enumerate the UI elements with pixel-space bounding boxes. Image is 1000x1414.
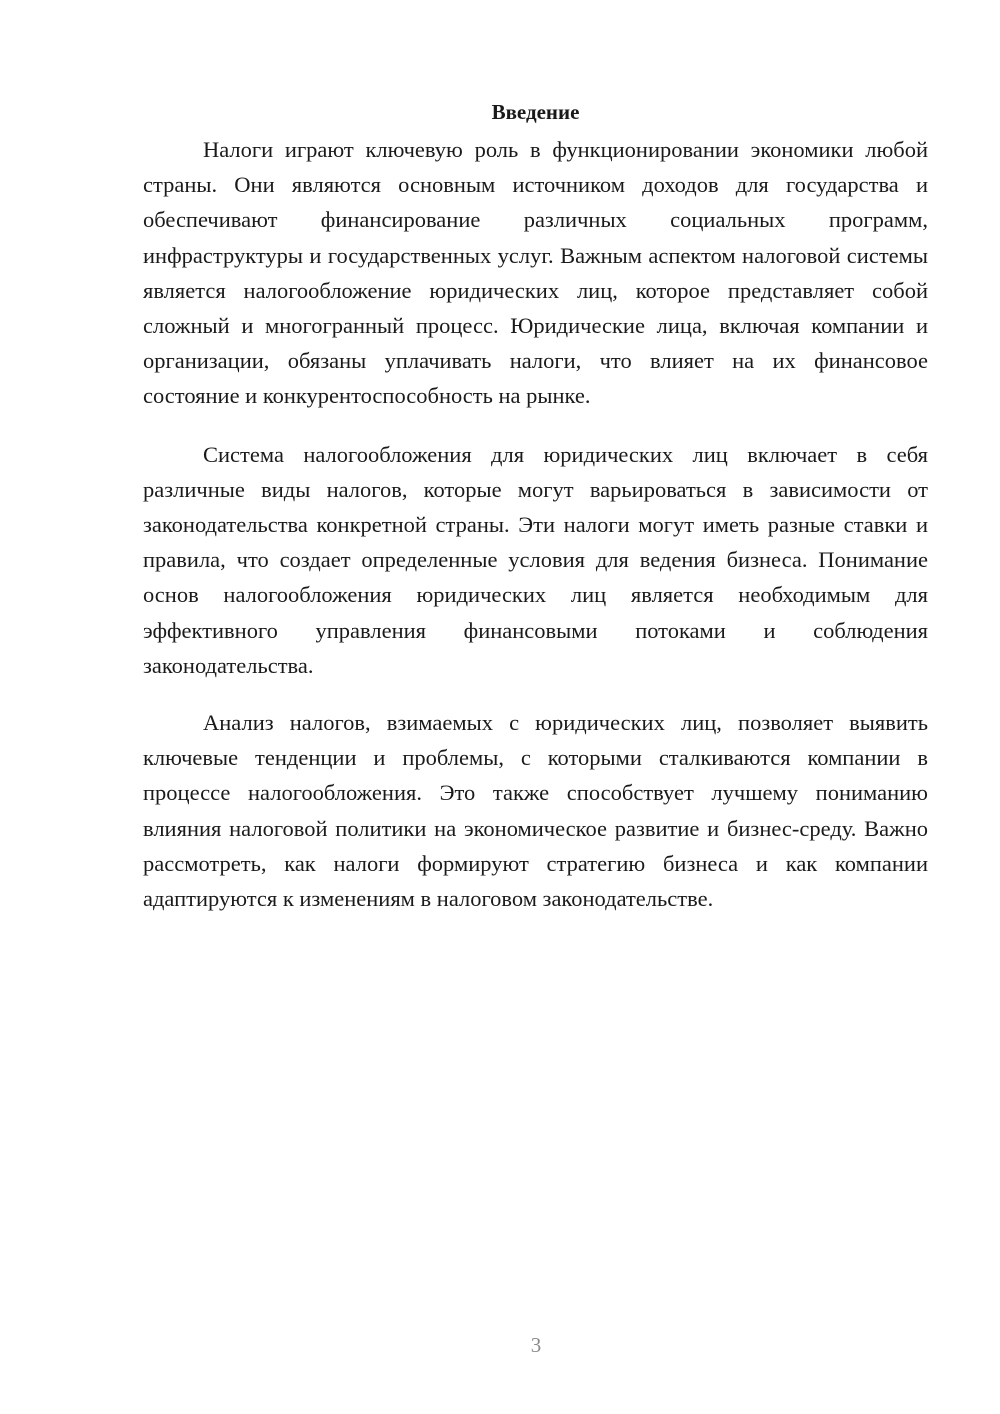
- page-body: [143, 98, 928, 916]
- paragraph-3: Анализ налогов, взимаемых с юридических лиц, позволяет выявить ключевые тенденции и проблемы, с которыми сталкиваются компании в процессе налогообложения. Это также способствует лучшему пониманию влияния налоговой политики на экономическое развитие и бизнес-среду. Важно рассмотреть, как налоги формируют стратегию бизнеса и как компании адаптируются к изменениям в налоговом законодательстве.: [143, 710, 928, 912]
- section-heading: Введение: [491, 100, 580, 124]
- page-number: 3: [530, 1333, 542, 1357]
- paragraph-1: Налоги играют ключевую роль в функционировании экономики любой страны. Они являются основным источником доходов для государства и обеспечивают финансирование различных социальных программ, инфраструктуры и государственных услуг. Важным аспектом налоговой системы является налогообложение юридических лиц, которое представляет собой сложный и многогранный процесс. Юридические лица, включая компании и организации, обязаны уплачивать налоги, что влияет на их финансовое состояние и конкурентоспособность на рынке.: [143, 137, 928, 409]
- paragraph-2: Система налогообложения для юридических лиц включает в себя различные виды налогов, которые могут варьироваться в зависимости от законодательства конкретной страны. Эти налоги могут иметь разные ставки и правила, что создает определенные условия для ведения бизнеса. Понимание основ налогообложения юридических лиц является необходимым для эффективного управления финансовыми потоками и соблюдения законодательства.: [143, 441, 928, 678]
